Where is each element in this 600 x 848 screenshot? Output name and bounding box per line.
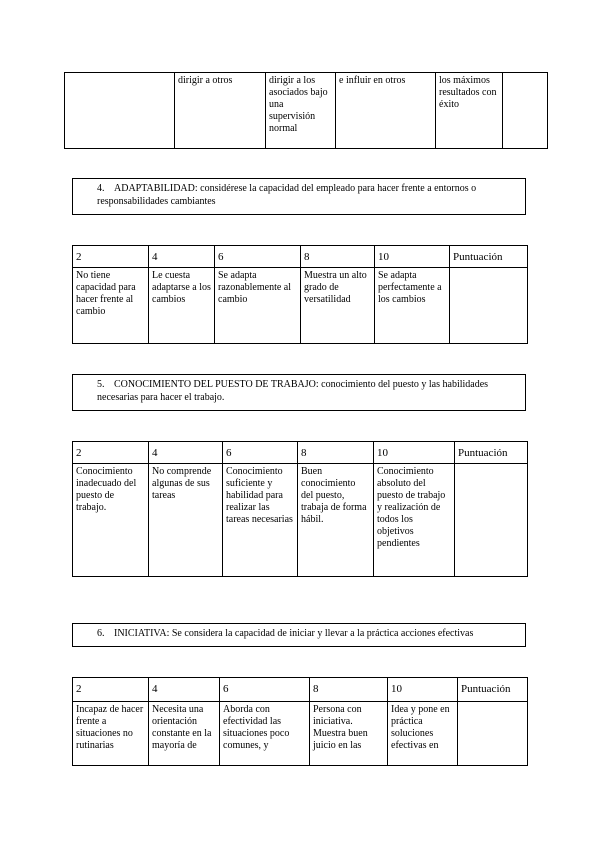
rating-table-4: [72, 245, 528, 344]
header-cell: 6: [215, 246, 301, 268]
table-cell: dirigir a otros: [175, 73, 266, 149]
header-cell: 8: [298, 442, 374, 464]
table-cell: Se adapta perfectamente a los cambios: [375, 268, 450, 344]
table-cell: los máximos resultados con éxito: [436, 73, 503, 149]
table-header-row: [73, 678, 528, 702]
header-cell: 4: [149, 246, 215, 268]
header-cell: 4: [149, 678, 220, 702]
table-row: [73, 702, 528, 766]
rating-table-5: [72, 441, 528, 577]
table-row: [73, 464, 528, 577]
table-cell: Incapaz de hacer frente a situaciones no rutinarias: [73, 702, 149, 766]
table-row: [65, 73, 548, 149]
header-cell: Puntuación: [458, 678, 528, 702]
table-cell: No tiene capacidad para hacer frente al cambio: [73, 268, 149, 344]
continuation-table: [64, 72, 548, 149]
table-cell: Muestra un alto grado de versatilidad: [301, 268, 375, 344]
header-cell: 10: [388, 678, 458, 702]
rating-table-6: [72, 677, 528, 766]
header-cell: 10: [375, 246, 450, 268]
table-cell: [458, 702, 528, 766]
section-number: 6.: [97, 628, 105, 639]
table-cell: [455, 464, 528, 577]
table-cell: Conocimiento suficiente y habilidad para realizar las tareas necesarias: [223, 464, 298, 577]
section-heading-5: [72, 374, 526, 411]
table-cell: Conocimiento inadecuado del puesto de trabajo.: [73, 464, 149, 577]
section-number: 4.: [97, 183, 105, 194]
header-cell: Puntuación: [450, 246, 528, 268]
header-cell: 2: [73, 246, 149, 268]
header-cell: 2: [73, 678, 149, 702]
section-description: considérese la capacidad del empleado para hacer frente a entornos o responsabilidades cambiantes: [97, 183, 477, 207]
section-number: 5.: [97, 379, 105, 390]
table-cell: [450, 268, 528, 344]
header-cell: 6: [223, 442, 298, 464]
section-heading-4: [72, 178, 526, 215]
table-header-row: [73, 246, 528, 268]
header-cell: 8: [301, 246, 375, 268]
table-cell: dirigir a los asociados bajo una supervisión normal: [266, 73, 336, 149]
table-cell: e influir en otros: [336, 73, 436, 149]
section-title: ADAPTABILIDAD:: [114, 183, 198, 194]
section-heading-6: [72, 623, 526, 647]
section-title: CONOCIMIENTO DEL PUESTO DE TRABAJO:: [114, 379, 319, 390]
table-header-row: [73, 442, 528, 464]
section-description: Se considera la capacidad de iniciar y llevar a la práctica acciones efectivas: [169, 628, 474, 639]
table-cell: Persona con iniciativa. Muestra buen juicio en las: [310, 702, 388, 766]
table-cell: [503, 73, 548, 149]
table-cell: Le cuesta adaptarse a los cambios: [149, 268, 215, 344]
header-cell: 4: [149, 442, 223, 464]
header-cell: 10: [374, 442, 455, 464]
section-description: conocimiento del puesto y las habilidades necesarias para hacer el trabajo.: [97, 379, 489, 403]
header-cell: 6: [220, 678, 310, 702]
section-title: INICIATIVA:: [114, 628, 170, 639]
table-cell: Buen conocimiento del puesto, trabaja de forma hábil.: [298, 464, 374, 577]
table-row: [73, 268, 528, 344]
table-cell: Aborda con efectividad las situaciones poco comunes, y: [220, 702, 310, 766]
table-cell: No comprende algunas de sus tareas: [149, 464, 223, 577]
header-cell: 8: [310, 678, 388, 702]
table-cell: Conocimiento absoluto del puesto de trabajo y realización de todos los objetivos pendientes: [374, 464, 455, 577]
table-cell: Necesita una orientación constante en la mayoría de: [149, 702, 220, 766]
header-cell: 2: [73, 442, 149, 464]
table-cell: Idea y pone en práctica soluciones efectivas en: [388, 702, 458, 766]
header-cell: Puntuación: [455, 442, 528, 464]
table-cell: Se adapta razonablemente al cambio: [215, 268, 301, 344]
table-cell: [65, 73, 175, 149]
